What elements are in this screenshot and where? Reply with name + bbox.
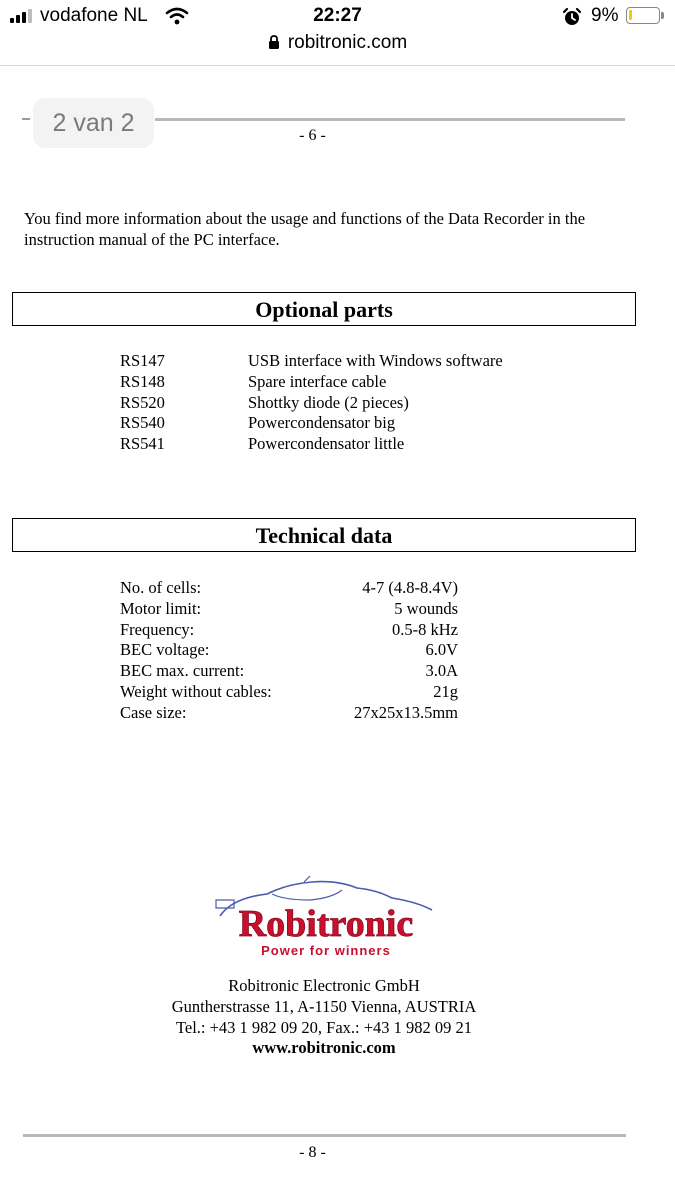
company-phone-fax: Tel.: +43 1 982 09 20, Fax.: +43 1 982 09 21 xyxy=(175,1017,473,1037)
lock-icon xyxy=(268,35,280,49)
part-description: Shottky diode (2 pieces) xyxy=(248,392,409,412)
part-description: Powercondensator big xyxy=(248,413,396,433)
spec-label: Motor limit: xyxy=(120,598,202,618)
spec-label: BEC voltage: xyxy=(120,640,210,660)
spec-value: 0.5-8 kHz xyxy=(392,619,458,639)
spec-label: No. of cells: xyxy=(120,578,202,597)
battery-percent: 9% xyxy=(591,5,619,26)
spec-value: 21g xyxy=(433,681,458,701)
robitronic-logo xyxy=(212,876,440,962)
spec-row xyxy=(120,640,460,661)
part-description: Spare interface cable xyxy=(248,371,387,391)
part-code: RS520 xyxy=(120,392,165,412)
spec-label: Case size: xyxy=(120,702,187,722)
intro-paragraph: You find more information about the usage and functions of the Data Recorder in the instruction manual of the PC interface. xyxy=(24,209,586,249)
status-bar xyxy=(0,0,675,34)
carrier-name: vodafone NL xyxy=(40,5,148,26)
company-name: Robitronic Electronic GmbH xyxy=(228,976,420,995)
clock: 22:27 xyxy=(313,5,362,26)
spec-row xyxy=(120,661,460,682)
browser-divider xyxy=(0,65,675,66)
part-code: RS147 xyxy=(120,351,165,370)
optional-parts-heading: Optional parts xyxy=(12,292,636,326)
part-code: RS148 xyxy=(120,371,165,391)
company-address-block xyxy=(0,976,648,1059)
page-indicator-badge: 2 van 2 xyxy=(33,98,154,148)
spec-row xyxy=(120,578,460,599)
spec-value: 27x25x13.5mm xyxy=(353,702,458,722)
spec-row xyxy=(120,682,460,703)
battery-icon xyxy=(626,7,660,24)
company-address: Guntherstrasse 11, A-1150 Vienna, AUSTRIA xyxy=(171,996,477,1016)
bottom-page-rule xyxy=(23,1134,626,1137)
spec-value: 5 wounds xyxy=(394,598,458,618)
part-code: RS540 xyxy=(120,413,165,433)
alarm-icon xyxy=(562,7,582,27)
technical-data-heading: Technical data xyxy=(12,518,636,552)
spec-row xyxy=(120,703,460,724)
part-description: USB interface with Windows software xyxy=(248,351,503,370)
technical-data-list xyxy=(120,578,460,724)
spec-value: 3.0A xyxy=(425,661,458,681)
svg-text:Power for winners: Power for winners xyxy=(261,943,391,958)
spec-row xyxy=(120,620,460,641)
spec-value: 4-7 (4.8-8.4V) xyxy=(362,578,458,597)
spec-value: 6.0V xyxy=(425,640,458,660)
spec-row xyxy=(120,599,460,620)
top-page-rule xyxy=(155,118,625,121)
address-bar[interactable] xyxy=(0,32,675,58)
company-website: www.robitronic.com xyxy=(252,1038,396,1058)
top-page-number: - 6 - xyxy=(299,127,326,144)
spec-label: BEC max. current: xyxy=(120,661,245,681)
battery-tip xyxy=(661,12,664,19)
url-text: robitronic.com xyxy=(287,32,408,53)
bottom-page-number: - 8 - xyxy=(299,1144,326,1161)
spec-label: Frequency: xyxy=(120,619,195,639)
svg-text:Robitronic: Robitronic xyxy=(238,903,414,945)
spec-label: Weight without cables: xyxy=(120,681,272,701)
part-code: RS541 xyxy=(120,434,165,454)
page-badge-tick xyxy=(22,118,30,120)
part-description: Powercondensator little xyxy=(248,434,405,454)
